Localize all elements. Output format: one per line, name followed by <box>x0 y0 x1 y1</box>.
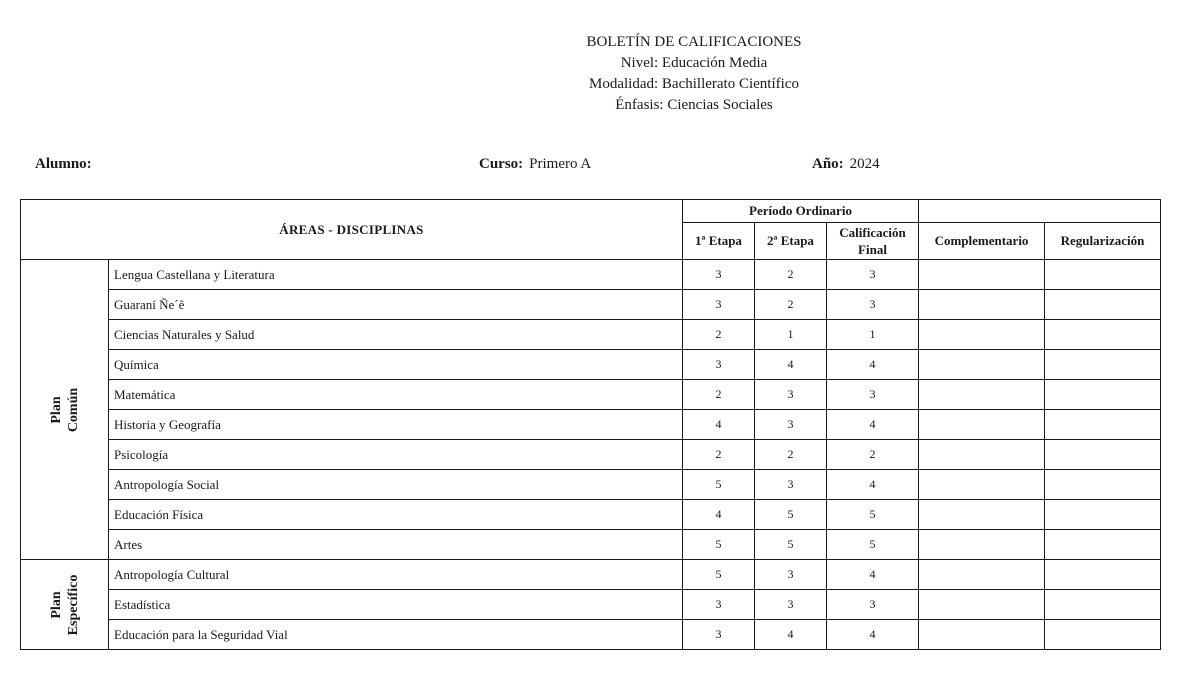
nivel-line: Nivel: Educación Media <box>620 55 768 71</box>
curso-field <box>479 156 591 173</box>
table-row <box>21 470 1161 500</box>
table-row <box>21 590 1161 620</box>
etapa-1-grade: 5 <box>683 530 755 560</box>
etapa-2-grade: 5 <box>755 530 827 560</box>
final-grade: 5 <box>827 500 919 530</box>
etapa-2-grade: 2 <box>755 260 827 290</box>
curso-label: Curso: <box>479 156 524 172</box>
plan-group-label-line2: Común <box>65 387 81 432</box>
regularizacion-cell <box>1045 560 1161 590</box>
complementario-cell <box>919 260 1045 290</box>
subject-cell: Antropología Social <box>109 470 683 500</box>
table-row <box>21 410 1161 440</box>
table-row <box>21 290 1161 320</box>
final-grade: 1 <box>827 320 919 350</box>
subject-cell: Psicología <box>109 440 683 470</box>
regularizacion-cell <box>1045 470 1161 500</box>
col-etapa-1-header: 1ª Etapa <box>683 223 755 260</box>
etapa-2-grade: 3 <box>755 380 827 410</box>
periodo-ordinario-header: Período Ordinario <box>683 200 919 223</box>
complementario-cell <box>919 410 1045 440</box>
complementario-cell <box>919 350 1045 380</box>
complementario-cell <box>919 620 1045 650</box>
final-grade: 3 <box>827 590 919 620</box>
table-row <box>21 440 1161 470</box>
etapa-2-grade: 1 <box>755 320 827 350</box>
document-header <box>500 32 888 116</box>
anio-label: Año: <box>812 156 844 172</box>
table-header-row-1 <box>21 200 1161 223</box>
final-grade: 3 <box>827 290 919 320</box>
subject-cell: Estadística <box>109 590 683 620</box>
etapa-1-grade: 3 <box>683 590 755 620</box>
plan-group-label-text <box>48 574 82 635</box>
regularizacion-cell <box>1045 530 1161 560</box>
areas-disciplinas-header: ÁREAS - DISCIPLINAS <box>21 200 683 260</box>
final-grade: 3 <box>827 260 919 290</box>
col-complementario-header: Complementario <box>919 223 1045 260</box>
regularizacion-cell <box>1045 260 1161 290</box>
final-grade: 3 <box>827 380 919 410</box>
plan-group-label-text <box>48 387 82 431</box>
final-grade: 4 <box>827 560 919 590</box>
final-grade: 4 <box>827 410 919 440</box>
empty-header-cell <box>919 200 1161 223</box>
subject-cell: Educación para la Seguridad Vial <box>109 620 683 650</box>
document-title: BOLETÍN DE CALIFICACIONES <box>586 34 802 50</box>
final-grade: 4 <box>827 350 919 380</box>
etapa-2-grade: 2 <box>755 440 827 470</box>
complementario-cell <box>919 380 1045 410</box>
etapa-2-grade: 3 <box>755 410 827 440</box>
etapa-1-grade: 3 <box>683 290 755 320</box>
table-row <box>21 620 1161 650</box>
complementario-cell <box>919 500 1045 530</box>
etapa-1-grade: 4 <box>683 410 755 440</box>
regularizacion-cell <box>1045 380 1161 410</box>
table-row <box>21 320 1161 350</box>
complementario-cell <box>919 440 1045 470</box>
table-row <box>21 530 1161 560</box>
plan-group-label <box>21 260 109 560</box>
final-grade: 4 <box>827 620 919 650</box>
subject-cell: Ciencias Naturales y Salud <box>109 320 683 350</box>
etapa-2-grade: 3 <box>755 470 827 500</box>
table-row <box>21 500 1161 530</box>
table-row <box>21 350 1161 380</box>
regularizacion-cell <box>1045 320 1161 350</box>
etapa-2-grade: 3 <box>755 560 827 590</box>
subject-cell: Lengua Castellana y Literatura <box>109 260 683 290</box>
col-etapa-2-header: 2ª Etapa <box>755 223 827 260</box>
grades-table <box>20 199 1161 650</box>
table-row <box>21 560 1161 590</box>
regularizacion-cell <box>1045 590 1161 620</box>
complementario-cell <box>919 590 1045 620</box>
etapa-1-grade: 4 <box>683 500 755 530</box>
etapa-2-grade: 3 <box>755 590 827 620</box>
subject-cell: Química <box>109 350 683 380</box>
col-regularizacion-header: Regularización <box>1045 223 1161 260</box>
curso-value: Primero A <box>529 156 592 172</box>
table-row <box>21 260 1161 290</box>
regularizacion-cell <box>1045 350 1161 380</box>
etapa-1-grade: 3 <box>683 260 755 290</box>
regularizacion-cell <box>1045 440 1161 470</box>
complementario-cell <box>919 290 1045 320</box>
subject-cell: Guaraní Ñe´ê <box>109 290 683 320</box>
alumno-label: Alumno: <box>35 156 92 172</box>
subject-cell: Matemática <box>109 380 683 410</box>
etapa-2-grade: 4 <box>755 620 827 650</box>
regularizacion-cell <box>1045 290 1161 320</box>
col-final-line1: Calificación <box>839 225 906 240</box>
anio-field <box>812 156 880 173</box>
complementario-cell <box>919 470 1045 500</box>
col-final-line2: Final <box>858 242 887 257</box>
alumno-field <box>35 156 98 173</box>
complementario-cell <box>919 320 1045 350</box>
plan-group-label-line2: Específico <box>65 574 81 635</box>
anio-value: 2024 <box>849 156 880 172</box>
regularizacion-cell <box>1045 620 1161 650</box>
col-final-header <box>827 223 919 260</box>
table-row <box>21 380 1161 410</box>
subject-cell: Artes <box>109 530 683 560</box>
complementario-cell <box>919 530 1045 560</box>
student-info-row <box>0 156 1198 178</box>
etapa-2-grade: 4 <box>755 350 827 380</box>
etapa-1-grade: 3 <box>683 350 755 380</box>
etapa-1-grade: 2 <box>683 380 755 410</box>
etapa-1-grade: 2 <box>683 320 755 350</box>
subject-cell: Antropología Cultural <box>109 560 683 590</box>
enfasis-line: Énfasis: Ciencias Sociales <box>615 97 773 113</box>
regularizacion-cell <box>1045 500 1161 530</box>
grades-body <box>21 260 1161 650</box>
etapa-1-grade: 2 <box>683 440 755 470</box>
etapa-2-grade: 5 <box>755 500 827 530</box>
subject-cell: Educación Física <box>109 500 683 530</box>
etapa-2-grade: 2 <box>755 290 827 320</box>
final-grade: 5 <box>827 530 919 560</box>
regularizacion-cell <box>1045 410 1161 440</box>
plan-group-label <box>21 560 109 650</box>
complementario-cell <box>919 560 1045 590</box>
plan-group-label-line1: Plan <box>48 590 64 619</box>
modalidad-line: Modalidad: Bachillerato Científico <box>589 76 799 92</box>
plan-group-label-line1: Plan <box>48 395 64 424</box>
final-grade: 2 <box>827 440 919 470</box>
etapa-1-grade: 5 <box>683 470 755 500</box>
final-grade: 4 <box>827 470 919 500</box>
subject-cell: Historia y Geografía <box>109 410 683 440</box>
etapa-1-grade: 3 <box>683 620 755 650</box>
etapa-1-grade: 5 <box>683 560 755 590</box>
